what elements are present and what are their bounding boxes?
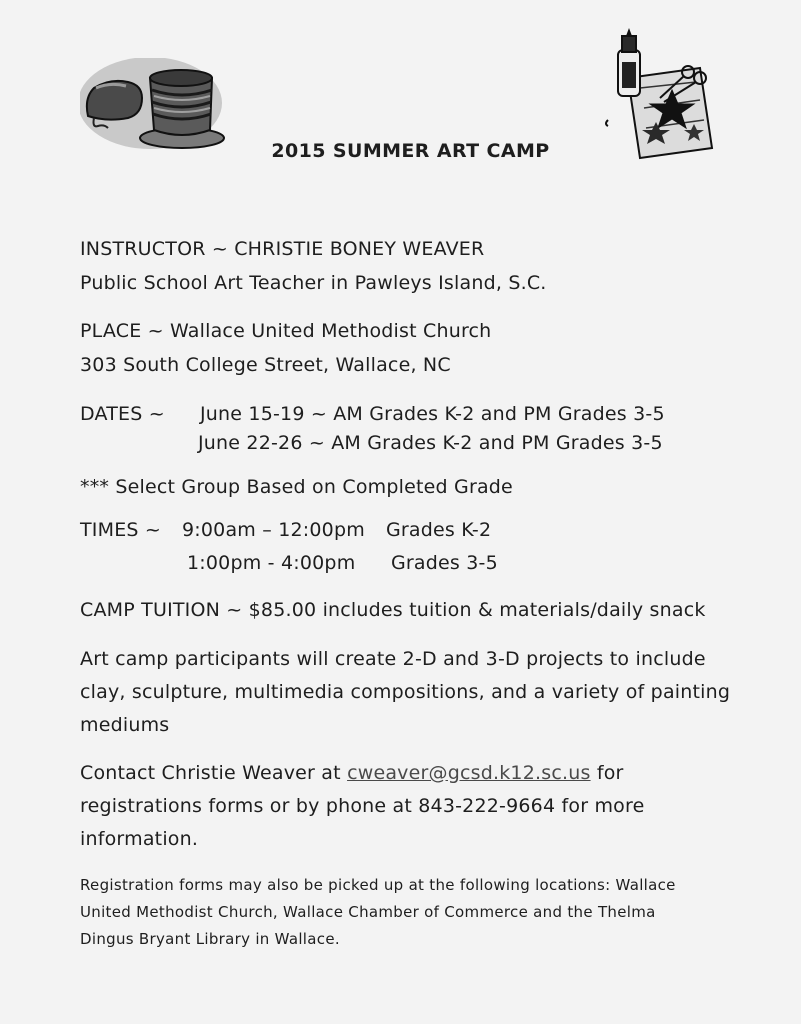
times-row-1-time: 9:00am – 12:00pm [182,519,365,541]
times-row-2-time: 1:00pm - 4:00pm [187,552,356,574]
place-line: PLACE ~ Wallace United Methodist Church [80,320,492,342]
dates-label: DATES ~ [80,403,165,425]
page-title: 2015 SUMMER ART CAMP [271,140,550,162]
registration-line-1: Registration forms may also be picked up at the following locations: Wallace [80,876,676,894]
contact-line-1 [80,762,624,784]
instructor-detail: Public School Art Teacher in Pawleys Island, S.C. [80,272,547,294]
tuition-line: CAMP TUITION ~ $85.00 includes tuition & materials/daily snack [80,599,706,621]
dates-row-2: June 22-26 ~ AM Grades K-2 and PM Grades 3-5 [198,432,663,454]
contact-suffix: for [596,762,624,784]
description-line-3: mediums [80,714,170,736]
times-row-1-grades: Grades K-2 [386,519,492,541]
contact-prefix: Contact Christie Weaver at [80,762,341,784]
contact-email-link[interactable]: cweaver@gcsd.k12.sc.us [347,762,591,784]
description-line-2: clay, sculpture, multimedia compositions, and a variety of painting [80,681,731,703]
contact-line-2: registrations forms or by phone at 843-222-9664 for more [80,795,645,817]
description-line-1: Art camp participants will create 2-D and 3-D projects to include [80,648,706,670]
instructor-line: INSTRUCTOR ~ CHRISTIE BONEY WEAVER [80,238,485,260]
registration-line-2: United Methodist Church, Wallace Chamber of Commerce and the Thelma [80,903,656,921]
contact-line-3: information. [80,828,199,850]
place-address: 303 South College Street, Wallace, NC [80,354,451,376]
select-group-note: *** Select Group Based on Completed Grade [80,476,513,498]
times-label: TIMES ~ [80,519,162,541]
registration-line-3: Dingus Bryant Library in Wallace. [80,930,340,948]
dates-row-1: June 15-19 ~ AM Grades K-2 and PM Grades 3-5 [200,403,665,425]
times-row-2-grades: Grades 3-5 [391,552,498,574]
